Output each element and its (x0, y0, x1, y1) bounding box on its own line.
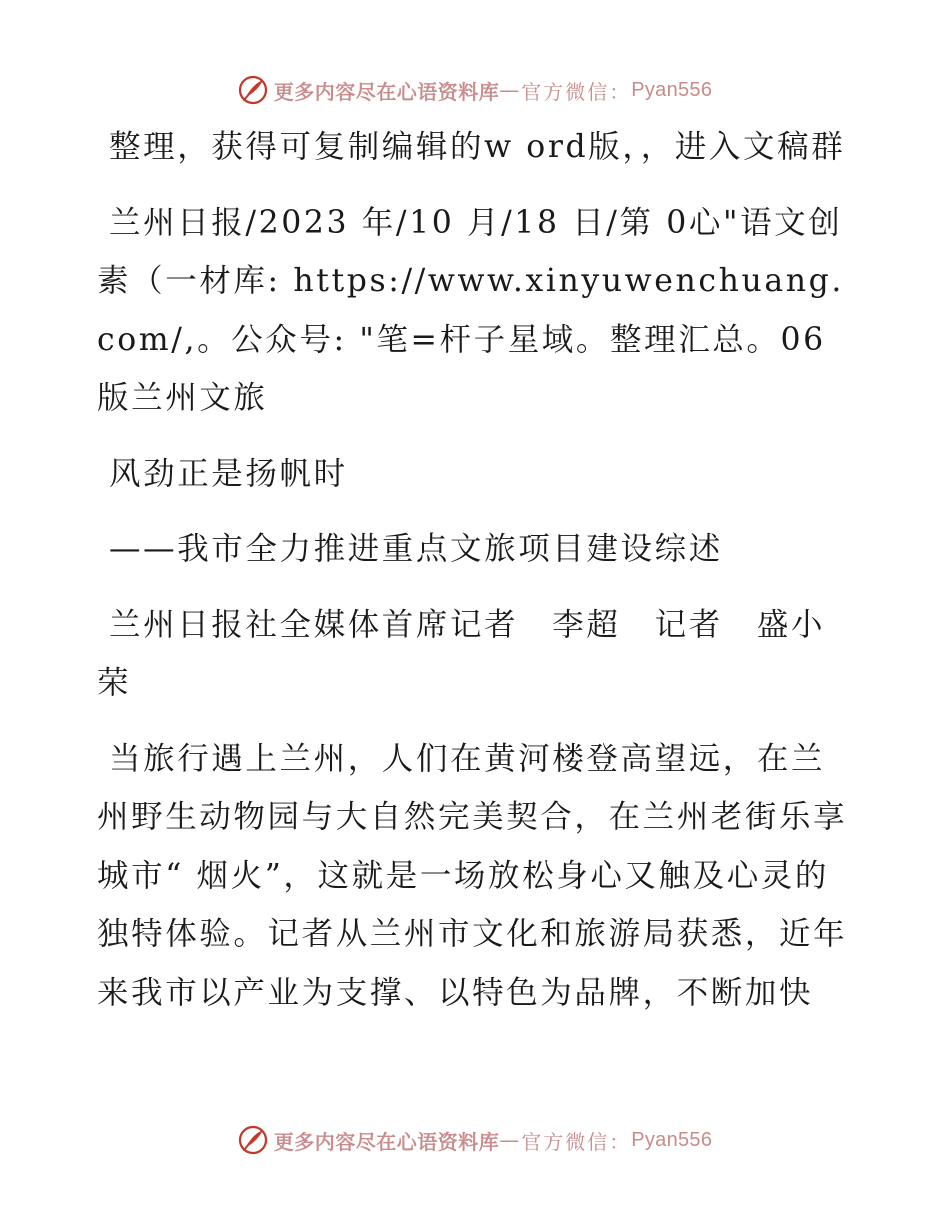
document-body (97, 118, 857, 1039)
watermark-separator: — (499, 1128, 520, 1152)
footer-watermark (0, 1120, 950, 1160)
quill-logo-icon (238, 1125, 268, 1155)
watermark-label: 官方微信： (521, 79, 632, 104)
paragraph-intro: 整理，获得可复制编辑的w ord版，，进入文稿群 (109, 129, 846, 165)
header-watermark (0, 70, 950, 110)
watermark-main-text: 更多内容尽在心语资料库 (273, 1129, 500, 1154)
paragraph-source: 兰州日报/2023 年/10 月/18 日/第 0心"语文创素（一材库: https://www.xinyuwenchuang.com/,。公众号: "笔=杆子星域。整理汇总。06 版兰州文旅 (97, 204, 845, 416)
article-title: 风劲正是扬帆时 (109, 455, 348, 492)
article-subtitle: ——我市全力推进重点文旅项目建设综述 (109, 531, 723, 567)
watermark-main-text: 更多内容尽在心语资料库 (273, 79, 500, 104)
watermark-handle: Pyan556 (631, 1128, 713, 1151)
watermark-label: 官方微信： (521, 1129, 632, 1154)
watermark-separator: — (499, 78, 520, 102)
watermark-handle: Pyan556 (631, 78, 713, 101)
quill-logo-icon (238, 75, 268, 105)
article-body-paragraph: 当旅行遇上兰州，人们在黄河楼登高望远，在兰州野生动物园与大自然完美契合，在兰州老街乐享城市“ 烟火”，这就是一场放松身心又触及心灵的独特体验。记者从兰州市文化和旅游局获悉，近年来我市以产业为支撑、以特色为品牌，不断加快 (97, 740, 848, 1011)
article-byline: 兰州日报社全媒体首席记者 李超 记者 盛小荣 (97, 606, 826, 701)
